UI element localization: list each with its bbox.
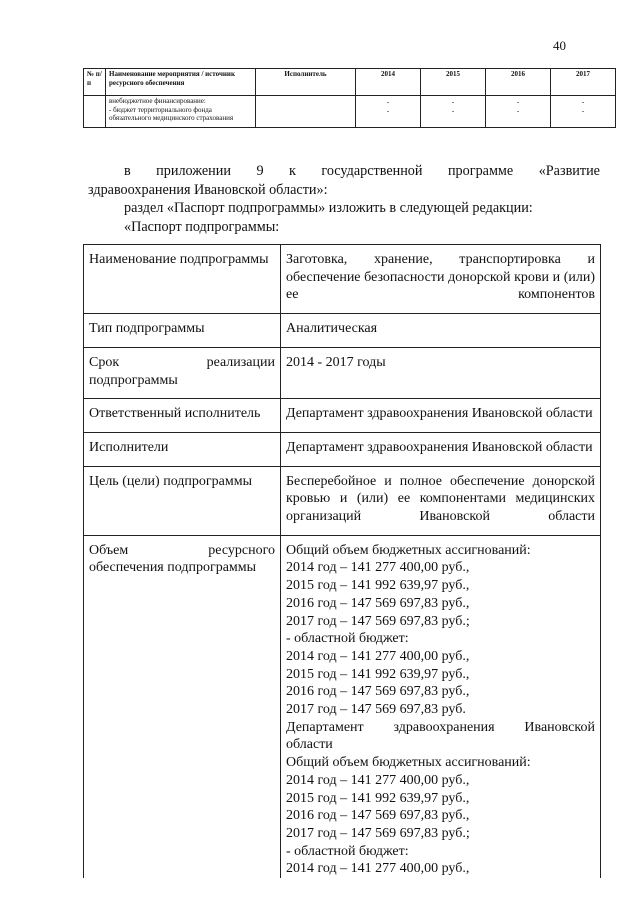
- passport-row-goal: [84, 466, 601, 535]
- passport-value: Заготовка, хранение, транспортировка и обеспечение безопасности донорской крови и (или) ее компонентов: [281, 245, 601, 314]
- row-2017: - -: [551, 96, 616, 128]
- funding-table-row: [84, 96, 616, 128]
- header-year-2014: 2014: [356, 69, 421, 96]
- header-year-2016: 2016: [486, 69, 551, 96]
- row-name: [106, 96, 256, 128]
- passport-label: Тип подпрограммы: [84, 314, 281, 348]
- page-number: 40: [553, 38, 566, 53]
- paragraph-section: раздел «Паспорт подпрограммы» изложить в следующей редакции:: [124, 200, 533, 216]
- passport-value: Бесперебойное и полное обеспечение донорской кровью и (или) ее компонентами медицинских организаций Ивановской области: [281, 466, 601, 535]
- passport-value: Департамент здравоохранения Ивановской области: [281, 399, 601, 433]
- passport-label: Цель (цели) подпрограммы: [84, 466, 281, 535]
- passport-label: Срок реализации подпрограммы: [84, 347, 281, 398]
- passport-value: 2014 - 2017 годы: [281, 347, 601, 398]
- passport-value: Департамент здравоохранения Ивановской области: [281, 432, 601, 466]
- header-year-2015: 2015: [421, 69, 486, 96]
- row-executor: [256, 96, 356, 128]
- passport-row-resources: [84, 535, 601, 878]
- passport-label: Наименование подпрограммы: [84, 245, 281, 314]
- row-2016: - -: [486, 96, 551, 128]
- header-executor: Исполнитель: [256, 69, 356, 96]
- passport-label: Исполнители: [84, 432, 281, 466]
- paragraph-appendix-line-2: здравоохранения Ивановской области»:: [88, 182, 328, 198]
- passport-row-term: [84, 347, 601, 398]
- row-2015: - -: [421, 96, 486, 128]
- passport-label: Объем ресурсного обеспечения подпрограммы: [84, 535, 281, 878]
- passport-row-name: [84, 245, 601, 314]
- passport-row-type: [84, 314, 601, 348]
- passport-value-resources: Общий объем бюджетных ассигнований: 2014 год – 141 277 400,00 руб., 2015 год – 141 992 639,97 руб., 2016 год – 147 569 697,83 руб., 2017 год – 147 569 697,83 руб.; - областной бюджет: 2014 год – 141 277 400,00 руб., 2015 год – 141 992 639,97 руб., 2016 год – 147 569 697,83 руб., 2017 год – 147 569 697,83 руб. Департамент здравоохранения Ивановской области Общий объем бюджетных ассигнований: 2014 год – 141 277 400,00 руб., 2015 год – 141 992 639,97 руб., 2016 год – 147 569 697,83 руб., 2017 год – 147 569 697,83 руб.; - областной бюджет: 2014 год – 141 277 400,00 руб.,: [281, 535, 601, 878]
- passport-value: Аналитическая: [281, 314, 601, 348]
- passport-label: Ответственный исполнитель: [84, 399, 281, 433]
- department-line: Департамент здравоохранения Ивановской: [286, 719, 595, 735]
- paragraph-appendix: [88, 162, 600, 200]
- row-name-line-2: - бюджет территориального фонда обязательного медицинского страхования: [109, 105, 234, 122]
- row-num: [84, 96, 106, 128]
- header-num: № п/п: [84, 69, 106, 96]
- row-name-line-1: внебюджетное финансирование:: [109, 97, 206, 105]
- funding-table-header: [84, 69, 616, 96]
- subprogram-passport-table: [83, 244, 601, 878]
- passport-row-executors: [84, 432, 601, 466]
- funding-table: [83, 68, 616, 128]
- header-name: Наименование мероприятия / источник ресурсного обеспечения: [106, 69, 256, 96]
- row-2014: - -: [356, 96, 421, 128]
- header-year-2017: 2017: [551, 69, 616, 96]
- paragraph-appendix-line-1: в приложении 9 к государственной программе «Развитие: [124, 163, 600, 179]
- paragraph-passport-heading: «Паспорт подпрограммы:: [124, 219, 280, 235]
- passport-row-responsible: [84, 399, 601, 433]
